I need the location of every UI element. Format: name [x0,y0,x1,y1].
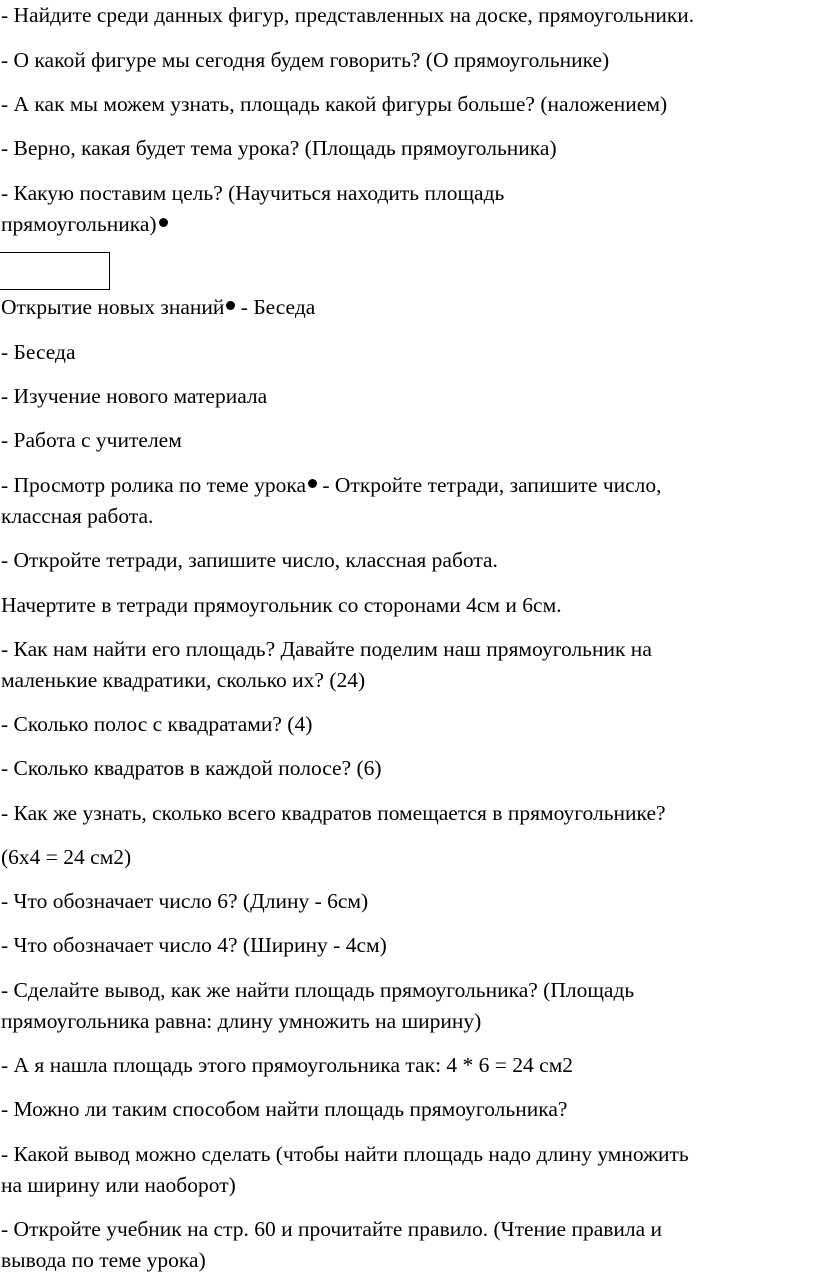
text-line: маленькие квадратики, сколько их? (24) [1,668,366,692]
text-segment: прямоугольника) [1,212,157,236]
text-line: - Что обозначает число 4? (Ширину - 4см) [1,933,387,957]
text-line: - Найдите среди данных фигур, представленных на доске, прямоугольники. [1,3,695,27]
text-line [1,294,315,320]
text-line: - О какой фигуре мы сегодня будем говорить? (О прямоугольнике) [1,48,610,72]
text-line: - Изучение нового материала [1,384,268,408]
text-line: - Что обозначает число 6? (Длину - 6см) [1,889,369,913]
text-line: - Откройте тетради, запишите число, классная работа. [1,548,498,572]
text-segment: Открытие новых знаний [1,295,225,319]
text-line: - Можно ли таким способом найти площадь прямоугольника? [1,1097,568,1121]
text-line: (6х4 = 24 см2) [1,845,132,869]
text-line: - Сделайте вывод, как же найти площадь прямоугольника? (Площадь [1,978,635,1002]
text-line: прямоугольника равна: длину умножить на ширину) [1,1009,482,1033]
text-segment: - Просмотр ролика по теме урока [1,473,306,497]
text-line: - Как же узнать, сколько всего квадратов помещается в прямоугольнике? [1,801,666,825]
bullet-icon [308,479,317,488]
text-line: Начертите в тетради прямоугольник со сторонами 4см и 6см. [1,593,562,617]
text-line: - А я нашла площадь этого прямоугольника так: 4 * 6 = 24 см2 [1,1053,574,1077]
bullet-icon [159,218,168,227]
text-line: - Какую поставим цель? (Научиться находить площадь [1,181,505,205]
text-line: - Сколько полос с квадратами? (4) [1,712,313,736]
text-line: - Как нам найти его площадь? Давайте поделим наш прямоугольник на [1,637,652,661]
text-line: - Беседа [1,340,76,364]
text-line: - Какой вывод можно сделать (чтобы найти площадь надо длину умножить [1,1142,689,1166]
text-line: классная работа. [1,504,154,528]
text-line: - Сколько квадратов в каждой полосе? (6) [1,756,382,780]
text-line [1,472,662,498]
text-segment: - Беседа [235,295,316,319]
text-segment: - Откройте тетради, запишите число, [317,473,662,497]
text-line: - А как мы можем узнать, площадь какой фигуры больше? (наложением) [1,92,668,116]
empty-table-cell [0,252,110,290]
text-line: вывода по теме урока) [1,1248,206,1272]
text-line: - Работа с учителем [1,428,182,452]
text-line [1,211,168,237]
text-line: - Откройте учебник на стр. 60 и прочитайте правило. (Чтение правила и [1,1217,663,1241]
text-line: - Верно, какая будет тема урока? (Площадь прямоугольника) [1,136,557,160]
text-line: на ширину или наоборот) [1,1173,236,1197]
